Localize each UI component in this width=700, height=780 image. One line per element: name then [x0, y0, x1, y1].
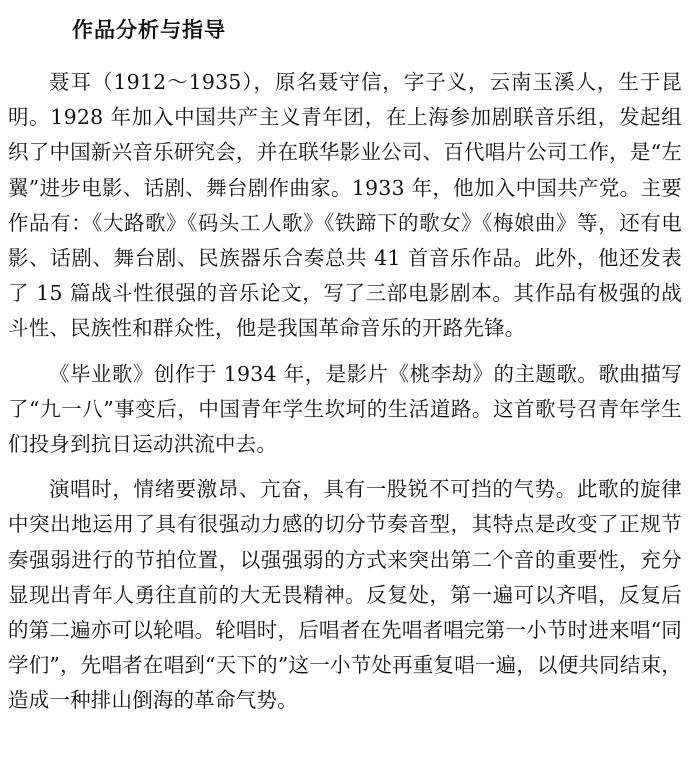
paragraph-biography: 聂耳（1912～1935），原名聂守信，字子义，云南玉溪人，生于昆明。1928 年加入中国共产主义青年团，在上海参加剧联音乐组，发起组织了中国新兴音乐研究会，并在联华影业公司、百代唱片公司工作，是“左翼”进步电影、话剧、舞台剧作曲家。1933 年，他加入中国共产党。主要作品有：《大路歌》《码头工人歌》《铁蹄下的歌女》《梅娘曲》等，还有电影、话剧、舞台剧、民族器乐合奏总共 41 首音乐作品。此外，他还发表了 15 篇战斗性很强的音乐论文，写了三部电影剧本。其作品有极强的战斗性、民族性和群众性，他是我国革命音乐的开路先锋。: [8, 70, 682, 341]
paragraph-performance-guidance: 演唱时，情绪要激昂、亢奋，具有一股锐不可挡的气势。此歌的旋律中突出地运用了具有很强动力感的切分节奏音型，其特点是改变了正规节奏强弱进行的节拍位置，以强强弱的方式来突出第二个音的重要性，充分显现出青年人勇往直前的大无畏精神。反复处，第一遍可以齐唱，反复后的第二遍亦可以轮唱。轮唱时，后唱者在先唱者唱完第一小节时进来唱“同学们”，先唱者在唱到“天下的”这一小节处再重复唱一遍，以便共同结束，造成一种排山倒海的革命气势。: [8, 477, 682, 713]
paragraph-song-background: 《毕业歌》创作于 1934 年，是影片《桃李劫》的主题歌。歌曲描写了“九一八”事变后，中国青年学生坎坷的生活道路。这首歌号召青年学生们投身到抗日运动洪流中去。: [8, 361, 682, 457]
section-heading: 作品分析与指导: [72, 18, 226, 42]
